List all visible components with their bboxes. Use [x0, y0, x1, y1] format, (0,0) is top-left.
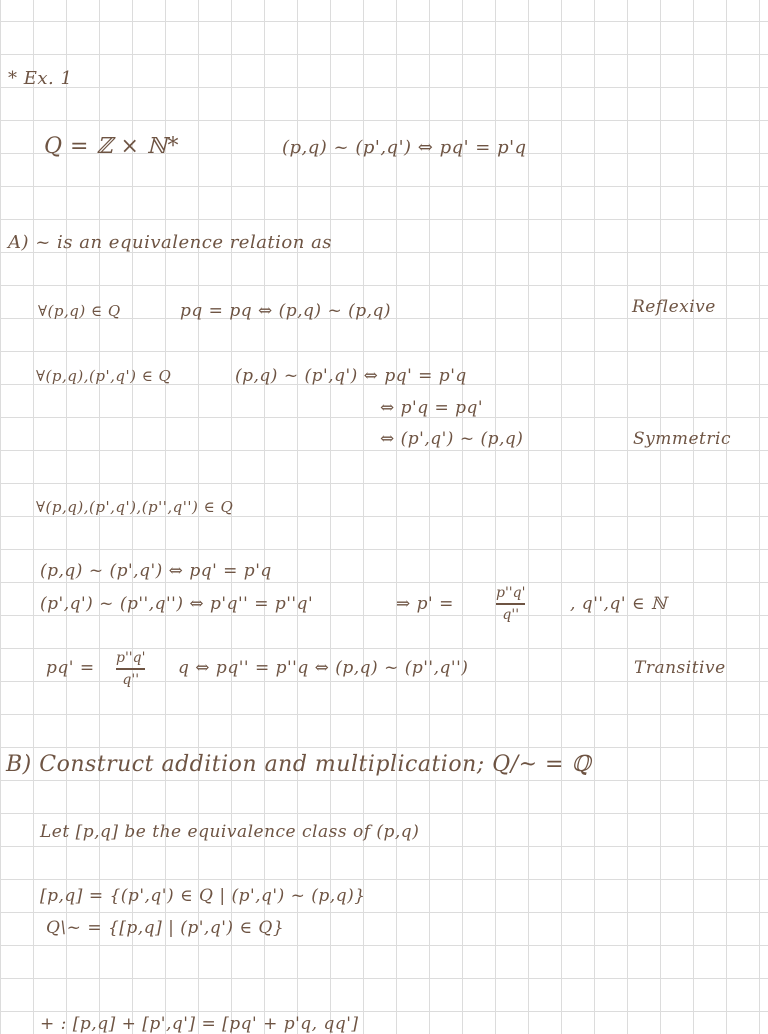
- transitive-quantifier: ∀(p,q),(p',q'),(p'',q'') ∈ Q: [36, 498, 234, 516]
- equivalence-class-statement: Let [p,q] be the equivalence class of (p,q): [40, 822, 420, 842]
- symmetric-quantifier: ∀(p,q),(p',q') ∈ Q: [36, 367, 172, 385]
- fraction-1-bar: [496, 603, 525, 605]
- transitive-line-1: (p,q) ~ (p',q') ⇔ pq' = p'q: [40, 561, 272, 581]
- symmetric-line-3: ⇔ (p',q') ~ (p,q): [380, 429, 524, 449]
- quotient-definition: Q\~ = {[p,q] | (p',q') ∈ Q}: [46, 918, 285, 938]
- class-definition: [p,q] = {(p',q') ∈ Q | (p',q') ~ (p,q)}: [40, 886, 366, 906]
- symmetric-line-2: ⇔ p'q = pq': [380, 398, 484, 418]
- exercise-label: * Ex. 1: [8, 68, 73, 89]
- set-definition: Q = ℤ × ℕ*: [44, 134, 180, 159]
- fraction-1-numerator: p''q': [496, 585, 526, 601]
- fraction-2-numerator: p''q': [116, 650, 146, 666]
- symmetric-line-1: (p,q) ~ (p',q') ⇔ pq' = p'q: [235, 366, 467, 386]
- transitive-line-2: (p',q') ~ (p'',q'') ⇔ p'q'' = p''q': [40, 594, 314, 614]
- part-a-heading: A) ~ is an equivalence relation as: [8, 232, 333, 253]
- transitive-condition: , q'',q' ∈ ℕ: [570, 594, 667, 614]
- transitive-line-3-suffix: q ⇔ pq'' = p''q ⇔ (p,q) ~ (p'',q''): [178, 658, 469, 678]
- transitive-line-3-prefix: pq' =: [46, 658, 95, 678]
- fraction-1-denominator: q'': [502, 606, 520, 623]
- transitive-fraction-2: [116, 650, 145, 688]
- reflexive-quantifier: ∀(p,q) ∈ Q: [38, 302, 121, 320]
- transitive-fraction-1: [496, 585, 525, 623]
- reflexive-expression: pq = pq ⇔ (p,q) ~ (p,q): [180, 301, 392, 321]
- relation-definition: (p,q) ~ (p',q') ⇔ pq' = p'q: [282, 137, 527, 158]
- fraction-2-bar: [116, 668, 145, 670]
- fraction-2-denominator: q'': [122, 671, 140, 688]
- transitive-label: Transitive: [634, 658, 726, 678]
- transitive-implies: ⇒ p' =: [396, 594, 454, 614]
- symmetric-label: Symmetric: [633, 429, 731, 449]
- part-b-heading: B) Construct addition and multiplication; Q/~ = ℚ: [6, 752, 592, 777]
- reflexive-label: Reflexive: [632, 297, 716, 317]
- addition-definition-cut: + : [p,q] + [p',q'] = [pq' + p'q, qq']: [40, 1014, 359, 1034]
